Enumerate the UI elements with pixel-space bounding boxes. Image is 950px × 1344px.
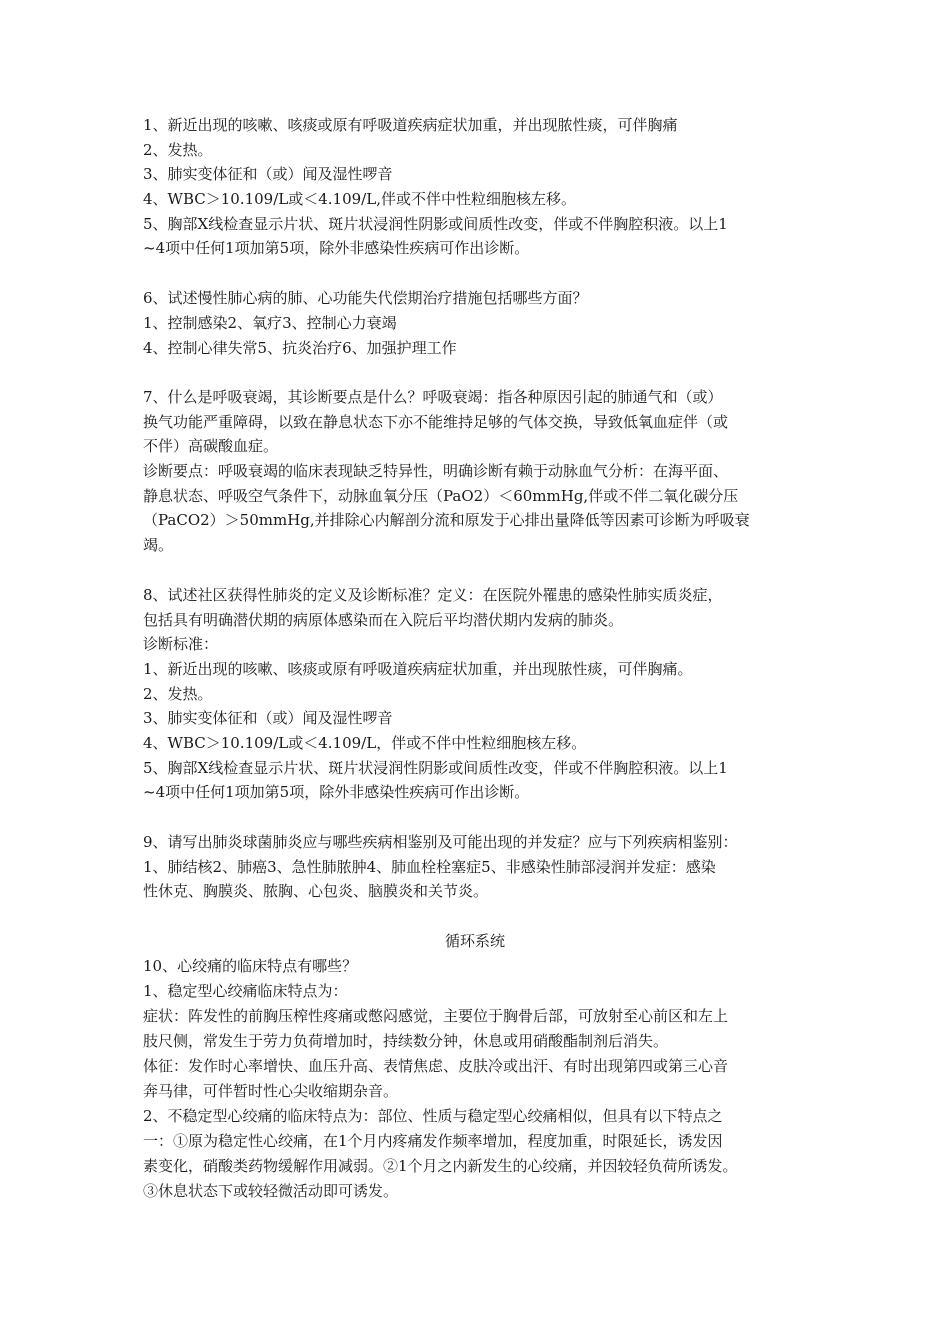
question-heading: 8、试述社区获得性肺炎的定义及诊断标准？定义：在医院外罹患的感染性肺实质炎症， bbox=[143, 586, 723, 604]
question-heading: 9、请写出肺炎球菌肺炎应与哪些疾病相鉴别及可能出现的并发症？应与下列疾病相鉴别： bbox=[143, 833, 738, 851]
text-line: 2、不稳定型心绞痛的临床特点为：部位、性质与稳定型心绞痛相似，但具有以下特点之 bbox=[143, 1107, 723, 1125]
text-line: 1、新近出现的咳嗽、咳痰或原有呼吸道疾病症状加重，并出现脓性痰，可伴胸痛。 bbox=[143, 660, 693, 678]
text-line: 肢尺侧，常发生于劳力负荷增加时，持续数分钟，休息或用硝酸酯制剂后消失。 bbox=[143, 1032, 669, 1050]
text-line: 竭。 bbox=[143, 536, 174, 554]
text-line: 4、WBC＞10.109/L或＜4.109/L，伴或不伴中性粒细胞核左移。 bbox=[143, 734, 587, 752]
text-line: 2、发热。 bbox=[143, 685, 213, 703]
text-line: 2、发热。 bbox=[143, 141, 213, 159]
text-line: 换气功能严重障碍，以致在静息状态下亦不能维持足够的气体交换，导致低氧血症伴（或 bbox=[143, 413, 729, 431]
section-heading: 循环系统 bbox=[444, 932, 505, 950]
text-line: 不伴）高碳酸血症。 bbox=[143, 437, 279, 455]
text-line: 3、肺实变体征和（或）闻及湿性啰音 bbox=[143, 165, 393, 183]
text-line: ③休息状态下或较轻微活动即可诱发。 bbox=[143, 1182, 399, 1200]
text-line: 1、控制感染2、氧疗3、控制心力衰竭 bbox=[143, 314, 397, 332]
text-line: 奔马律，可伴暂时性心尖收缩期杂音。 bbox=[143, 1082, 399, 1100]
question-heading: 7、什么是呼吸衰竭，其诊断要点是什么？呼吸衰竭：指各种原因引起的肺通气和（或） bbox=[143, 388, 723, 406]
text-line: 素变化，硝酸类药物缓解作用减弱。②1个月之内新发生的心绞痛，并因较轻负荷所诱发。 bbox=[143, 1157, 738, 1175]
text-line: 3、肺实变体征和（或）闻及湿性啰音 bbox=[143, 709, 393, 727]
text-line: 静息状态、呼吸空气条件下，动脉血氧分压（PaO2）＜60mmHg,伴或不伴二氧化碳分压 bbox=[143, 487, 739, 505]
text-line: 4、WBC＞10.109/L或＜4.109/L,伴或不伴中性粒细胞核左移。 bbox=[143, 190, 576, 208]
text-line: 5、胸部X线检查显示片状、斑片状浸润性阴影或间质性改变，伴或不伴胸腔积液。以上1 bbox=[143, 759, 728, 777]
text-line: 5、胸部X线检查显示片状、斑片状浸润性阴影或间质性改变，伴或不伴胸腔积液。以上1 bbox=[143, 215, 728, 233]
text-line: 体征：发作时心率增快、血压升高、表情焦虑、皮肤冷或出汗、有时出现第四或第三心音 bbox=[143, 1057, 729, 1075]
text-line: 1、稳定型心绞痛临床特点为： bbox=[143, 982, 348, 1000]
text-line: 一：①原为稳定性心绞痛，在1个月内疼痛发作频率增加，程度加重，时限延长，诱发因 bbox=[143, 1132, 723, 1150]
text-line: 性休克、胸膜炎、脓胸、心包炎、脑膜炎和关节炎。 bbox=[143, 882, 489, 900]
text-line: 包括具有明确潜伏期的病原体感染而在入院后平均潜伏期内发病的肺炎。 bbox=[143, 611, 624, 629]
text-line: 症状：阵发性的前胸压榨性疼痛或憋闷感觉，主要位于胸骨后部，可放射至心前区和左上 bbox=[143, 1007, 729, 1025]
text-line: 1、新近出现的咳嗽、咳痰或原有呼吸道疾病症状加重，并出现脓性痰，可伴胸痛 bbox=[143, 116, 678, 134]
text-line: ~4项中任何1项加第5项，除外非感染性疾病可作出诊断。 bbox=[143, 783, 530, 801]
text-line: 1、肺结核2、肺癌3、急性肺脓肿4、肺血栓栓塞症5、非感染性肺部浸润并发症：感染 bbox=[143, 858, 716, 876]
text-line: 诊断要点：呼吸衰竭的临床表现缺乏特异性，明确诊断有赖于动脉血气分析：在海平面、 bbox=[143, 462, 729, 480]
text-line: ~4项中任何1项加第5项，除外非感染性疾病可作出诊断。 bbox=[143, 239, 530, 257]
question-heading: 6、试述慢性肺心病的肺、心功能失代偿期治疗措施包括哪些方面？ bbox=[143, 289, 588, 307]
text-line: 4、控制心律失常5、抗炎治疗6、加强护理工作 bbox=[143, 339, 457, 357]
question-heading: 10、心绞痛的临床特点有哪些？ bbox=[143, 957, 358, 975]
text-line: （PaCO2）＞50mmHg,并排除心内解剖分流和原发于心排出量降低等因素可诊断为呼吸衰 bbox=[143, 511, 750, 529]
text-line: 诊断标准： bbox=[143, 635, 219, 653]
